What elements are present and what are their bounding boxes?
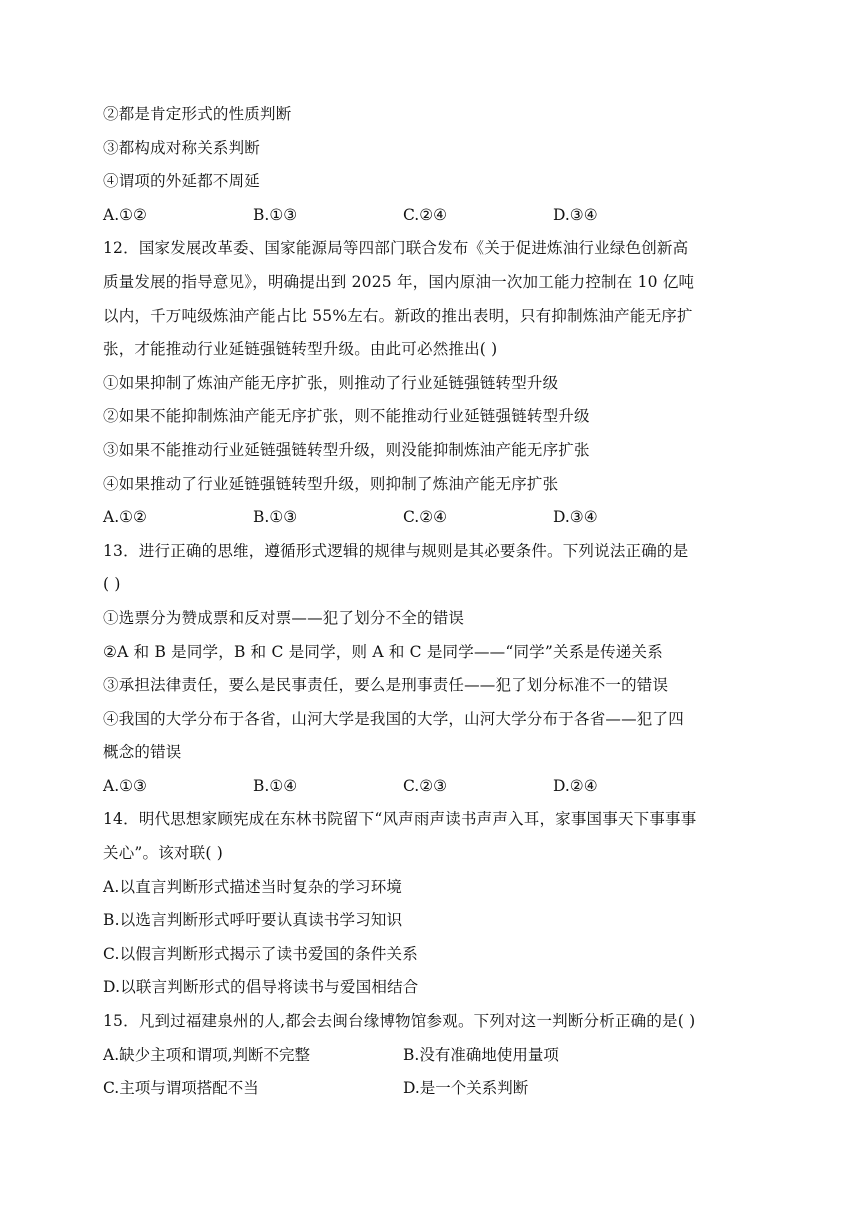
q12-option-d[interactable]: D.③④	[553, 508, 598, 527]
question-12	[103, 232, 763, 534]
q13-item-4-cont: 概念的错误	[103, 743, 182, 762]
q11-item-3: ③都构成对称关系判断	[103, 138, 261, 157]
q13-option-c[interactable]: C.②③	[403, 776, 448, 795]
q15-options-row-2	[103, 1072, 763, 1106]
q14-option-c[interactable]: C.以假言判断形式揭示了读书爱国的条件关系	[103, 944, 418, 963]
q12-item-1: ①如果抑制了炼油产能无序扩张，则推动了行业延链强链转型升级	[103, 373, 559, 392]
q12-option-a[interactable]: A.①②	[103, 508, 147, 527]
q11-item-2: ②都是肯定形式的性质判断	[103, 105, 292, 123]
q12-item-2: ②如果不能抑制炼油产能无序扩张，则不能推动行业延链强链转型升级	[103, 407, 590, 426]
q12-options	[103, 501, 763, 535]
q11-options	[103, 199, 763, 233]
q12-item-4: ④如果推动了行业延链强链转型升级，则抑制了炼油产能无序扩张	[103, 474, 559, 493]
q14-stem-line: 14．明代思想家顾宪成在东林书院留下“风声雨声读书声声入耳，家事国事天下事事事	[103, 810, 697, 829]
q11-item-4: ④谓项的外延都不周延	[103, 172, 261, 191]
q13-item-3: ③承担法律责任，要么是民事责任，要么是刑事责任——犯了划分标准不一的错误	[103, 676, 669, 695]
question-11-fragment	[103, 98, 763, 232]
q12-stem-line: 质量发展的指导意见》，明确提出到 2025 年，国内原油一次加工能力控制在 10 亿吨	[103, 272, 695, 291]
question-13	[103, 535, 763, 804]
q15-option-d[interactable]: D.是一个关系判断	[403, 1079, 529, 1098]
q13-item-1: ①选票分为赞成票和反对票——犯了划分不全的错误	[103, 608, 465, 627]
q13-option-b[interactable]: B.①④	[253, 776, 298, 795]
q14-stem-line: 关心”。该对联( )	[103, 844, 223, 863]
q13-option-a[interactable]: A.①③	[103, 776, 147, 795]
q11-option-b[interactable]: B.①③	[253, 205, 298, 224]
q14-option-d[interactable]: D.以联言判断形式的倡导将读书与爱国相结合	[103, 978, 419, 997]
exam-page	[103, 98, 763, 1106]
q13-item-4: ④我国的大学分布于各省，山河大学是我国的大学，山河大学分布于各省——犯了四	[103, 709, 684, 728]
q12-stem-line: 张，才能推动行业延链强链转型升级。由此可必然推出( )	[103, 340, 498, 359]
q12-item-3: ③如果不能推动行业延链强链转型升级，则没能抑制炼油产能无序扩张	[103, 440, 590, 459]
q15-stem: 15．凡到过福建泉州的人,都会去闽台缘博物馆参观。下列对这一判断分析正确的是( )	[103, 1012, 696, 1031]
q14-option-b[interactable]: B.以选言判断形式呼吁要认真读书学习知识	[103, 911, 403, 930]
q15-option-c[interactable]: C.主项与谓项搭配不当	[103, 1079, 259, 1098]
q13-stem-line: 13．进行正确的思维，遵循形式逻辑的规律与规则是其必要条件。下列说法正确的是	[103, 541, 689, 560]
q15-option-a[interactable]: A.缺少主项和谓项,判断不完整	[103, 1045, 311, 1064]
q15-options-row-1	[103, 1039, 763, 1073]
q14-option-a[interactable]: A.以直言判断形式描述当时复杂的学习环境	[103, 877, 403, 896]
q13-option-d[interactable]: D.②④	[553, 776, 598, 795]
q12-option-c[interactable]: C.②④	[403, 508, 448, 527]
q11-option-d[interactable]: D.③④	[553, 205, 598, 224]
q11-option-a[interactable]: A.①②	[103, 205, 147, 224]
q15-option-b[interactable]: B.没有准确地使用量项	[403, 1045, 559, 1064]
question-15	[103, 1005, 763, 1106]
q13-options	[103, 770, 763, 804]
q13-item-2: ②A 和 B 是同学，B 和 C 是同学，则 A 和 C 是同学——“同学”关系是传递关系	[103, 642, 663, 661]
q12-stem-line: 12．国家发展改革委、国家能源局等四部门联合发布《关于促进炼油行业绿色创新高	[103, 239, 689, 258]
q11-option-c[interactable]: C.②④	[403, 205, 448, 224]
q12-option-b[interactable]: B.①③	[253, 508, 298, 527]
q12-stem-line: 以内，千万吨级炼油产能占比 55%左右。新政的推出表明，只有抑制炼油产能无序扩	[103, 306, 693, 325]
q13-stem-line: ( )	[103, 575, 121, 594]
question-14	[103, 803, 763, 1005]
